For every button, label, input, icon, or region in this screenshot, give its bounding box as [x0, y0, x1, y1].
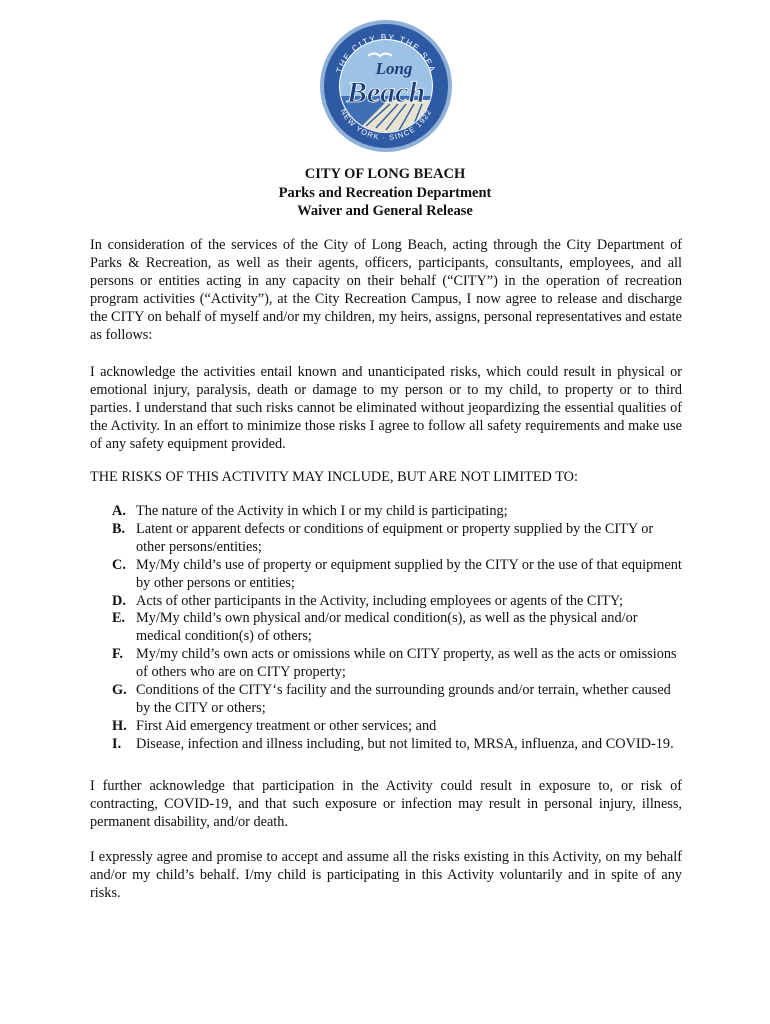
risk-text: My/my child’s own acts or omissions while on CITY property, as well as the acts or omissions of others who are on CITY property; — [136, 646, 677, 681]
risk-letter: F. — [112, 646, 123, 663]
risk-item-d — [90, 593, 682, 611]
city-seal-graphic — [318, 18, 454, 154]
assumption-of-risk-paragraph: I expressly agree and promise to accept and assume all the risks existing in this Activity, on my behalf and/or my child’s behalf. I/my child is participating in this Activity voluntarily and in spite of any risks. — [90, 849, 682, 901]
risk-item-a — [90, 503, 682, 521]
title-document-name: Waiver and General Release — [297, 203, 473, 219]
covid-acknowledgement-paragraph: I further acknowledge that participation in the Activity could result in exposure to, or risk of contracting, COVID-19, and that such exposure or infection may result in personal injury, illness, permanent disability, and/or death. — [90, 778, 682, 830]
risk-letter: G. — [112, 682, 127, 699]
seal-script-beach: Beach — [346, 76, 426, 109]
risk-text: Disease, infection and illness including, but not limited to, MRSA, influenza, and COVID-19. — [136, 735, 674, 752]
risk-text: My/My child’s own physical and/or medical condition(s), as well as the physical and/or medical condition(s) of others; — [136, 610, 638, 645]
risk-item-b — [90, 521, 682, 557]
consideration-paragraph: In consideration of the services of the City of Long Beach, acting through the City Department of Parks & Recreation, as well as their agents, officers, participants, consultants, employees, and all persons or entities acting in any capacity on their behalf (“CITY”) in the operation of recreation program activities (“Activity”), at the City Recreation Campus, I now agree to release and discharge the CITY on behalf of myself and/or my children, my heirs, assigns, personal representatives and estate as follows: — [90, 237, 682, 343]
risk-letter: B. — [112, 520, 126, 537]
title-city-name: CITY OF LONG BEACH — [304, 166, 466, 182]
acknowledge-risks-paragraph: I acknowledge the activities entail known and unanticipated risks, which could result in physical or emotional injury, paralysis, death or damage to my person or to my child, to property or to third parties. I understand that such risks cannot be eliminated without jeopardizing the essential qualities of the Activity. In an effort to minimize those risks I agree to follow all safety requirements and make use of any safety equipment provided. — [90, 364, 682, 452]
title-department: Parks and Recreation Department — [278, 185, 492, 201]
risk-text: My/My child’s use of property or equipment supplied by the CITY or the use of that equipment by other persons or entities; — [136, 556, 682, 591]
risk-letter: I. — [112, 735, 122, 752]
risk-item-i — [90, 736, 682, 754]
seal-top-text: THE CITY BY THE SEA — [334, 31, 438, 75]
risk-item-f — [90, 646, 682, 682]
risk-letter: D. — [112, 592, 126, 609]
risk-letter: C. — [112, 556, 126, 573]
risks-list — [90, 503, 682, 754]
risk-text: Conditions of the CITY‘s facility and the surrounding grounds and/or terrain, whether caused by the CITY or others; — [136, 682, 671, 716]
risks-heading: THE RISKS OF THIS ACTIVITY MAY INCLUDE, BUT ARE NOT LIMITED TO: — [90, 469, 578, 485]
risk-text: Latent or apparent defects or conditions of equipment or property supplied by the CITY or other persons/entities; — [136, 520, 654, 555]
risk-item-h — [90, 718, 682, 736]
risk-letter: A. — [112, 503, 126, 519]
seal-script-long: Long — [375, 59, 413, 78]
city-seal-logo — [318, 18, 454, 154]
risk-text: The nature of the Activity in which I or my child is participating; — [136, 503, 508, 519]
risk-item-g — [90, 682, 682, 718]
risk-letter: H. — [112, 717, 127, 734]
risk-text: Acts of other participants in the Activity, including employees or agents of the CITY; — [136, 592, 623, 609]
risk-item-c — [90, 557, 682, 593]
risk-letter: E. — [112, 610, 126, 627]
risk-item-e — [90, 610, 682, 646]
seal-bottom-text: NEW YORK · SINCE 1922 — [338, 107, 434, 143]
risk-text: First Aid emergency treatment or other services; and — [136, 717, 437, 734]
